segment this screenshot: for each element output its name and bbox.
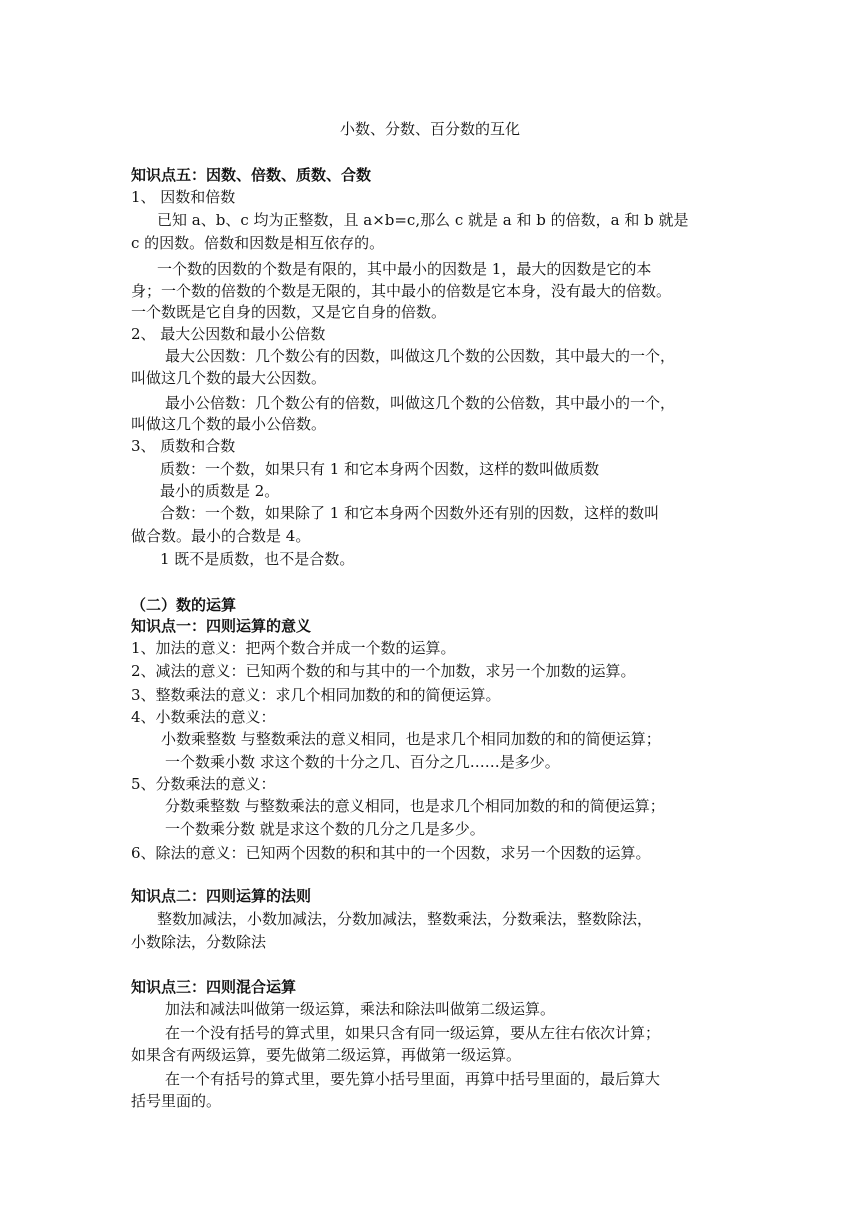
list-item: 6、除法的意义：已知两个因数的积和其中的一个因数，求另一个因数的运算。 [131, 844, 651, 862]
paragraph-line: 如果含有两级运算，要先做第二级运算，再做第一级运算。 [131, 1046, 522, 1064]
paragraph-line: 质数：一个数，如果只有 1 和它本身两个因数，这样的数叫做质数 [160, 460, 600, 478]
list-item: 1、加法的意义：把两个数合并成一个数的运算。 [131, 639, 456, 657]
page-title: 小数、分数、百分数的互化 [339, 120, 520, 138]
section-heading: 知识点五：因数、倍数、质数、合数 [131, 166, 372, 184]
paragraph-line: 加法和减法叫做第一级运算，乘法和除法叫做第二级运算。 [165, 1000, 556, 1018]
paragraph-line: 已知 a、b、c 均为正整数，且 a×b=c,那么 c 就是 a 和 b 的倍数，a 和 b 就是 [157, 211, 689, 229]
section-heading: 知识点二：四则运算的法则 [131, 887, 312, 905]
paragraph-line: 小数乘整数 与整数乘法的意义相同，也是求几个相同加数的和的简便运算； [161, 730, 661, 748]
paragraph-line: 最小公倍数：几个数公有的倍数，叫做这几个数的公倍数，其中最小的一个， [165, 394, 676, 412]
list-item: 3、整数乘法的意义：求几个相同加数的和的简便运算。 [131, 686, 501, 704]
paragraph-line: 一个数的因数的个数是有限的，其中最小的因数是 1，最大的因数是它的本 [157, 260, 652, 278]
subheading: 1、 因数和倍数 [131, 188, 236, 206]
paragraph-line: 括号里面的。 [131, 1092, 222, 1110]
paragraph-line: 最小的质数是 2。 [160, 482, 280, 500]
paragraph-line: 在一个有括号的算式里，要先算小括号里面，再算中括号里面的，最后算大 [165, 1070, 661, 1088]
paragraph-line: 叫做这几个数的最大公因数。 [131, 369, 327, 387]
list-item: 2、减法的意义：已知两个数的和与其中的一个加数，求另一个加数的运算。 [131, 662, 636, 680]
paragraph-line: 一个数既是它自身的因数，又是它自身的倍数。 [131, 303, 447, 321]
paragraph-line: 一个数乘小数 求这个数的十分之几、百分之几……是多少。 [165, 753, 560, 771]
paragraph-line: 小数除法，分数除法 [131, 933, 267, 951]
paragraph-line: 一个数乘分数 就是求这个数的几分之几是多少。 [165, 820, 485, 838]
paragraph-line: 叫做这几个数的最小公倍数。 [131, 415, 327, 433]
paragraph-line: c 的因数。倍数和因数是相互依存的。 [131, 234, 385, 252]
section-heading: 知识点一：四则运算的意义 [131, 617, 312, 635]
paragraph-line: 身；一个数的倍数的个数是无限的，其中最小的倍数是它本身，没有最大的倍数。 [131, 282, 672, 300]
paragraph-line: 合数：一个数，如果除了 1 和它本身两个因数外还有别的因数，这样的数叫 [160, 504, 660, 522]
paragraph-line: 在一个没有括号的算式里，如果只含有同一级运算，要从左往右依次计算； [165, 1024, 661, 1042]
list-item: 4、小数乘法的意义： [131, 708, 276, 726]
section-heading: 知识点三：四则混合运算 [131, 978, 297, 996]
list-item: 5、分数乘法的意义： [131, 775, 276, 793]
subheading: 2、 最大公因数和最小公倍数 [131, 325, 326, 343]
subheading: 3、 质数和合数 [131, 437, 236, 455]
section-heading: （二）数的运算 [131, 596, 237, 614]
paragraph-line: 做合数。最小的合数是 4。 [131, 527, 311, 545]
paragraph-line: 分数乘整数 与整数乘法的意义相同，也是求几个相同加数的和的简便运算； [165, 797, 665, 815]
paragraph-line: 最大公因数：几个数公有的因数，叫做这几个数的公因数，其中最大的一个， [165, 347, 676, 365]
paragraph-line: 整数加减法，小数加减法，分数加减法，整数乘法，分数乘法，整数除法， [157, 910, 653, 928]
paragraph-line: 1 既不是质数，也不是合数。 [160, 550, 355, 568]
